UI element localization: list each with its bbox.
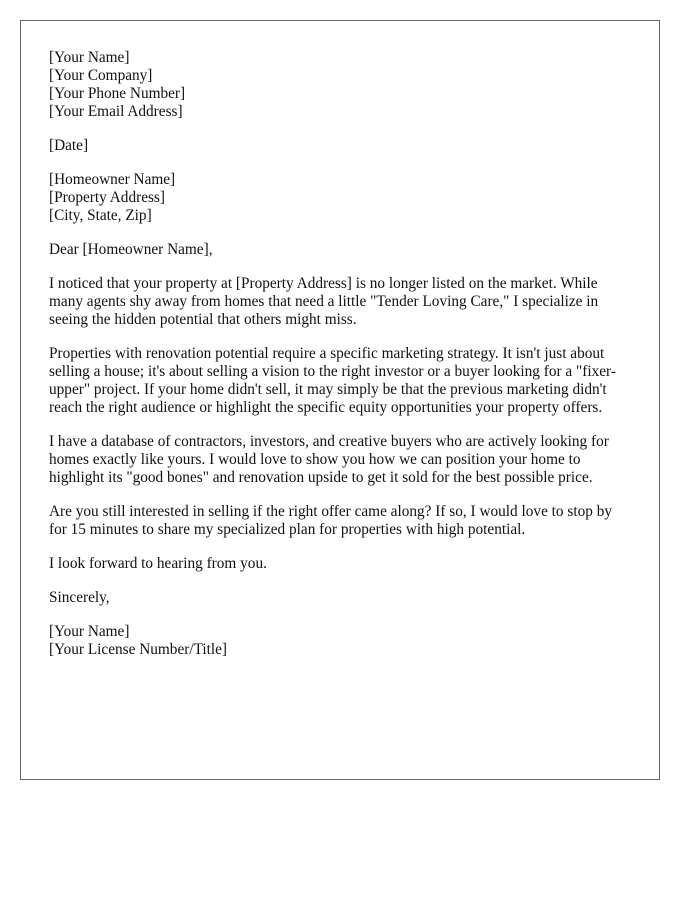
sender-block — [49, 49, 633, 121]
closing: Sincerely, — [49, 589, 110, 606]
signature-name: [Your Name] — [49, 623, 130, 640]
recipient-address: [Property Address] — [49, 189, 165, 206]
signature-block — [49, 623, 633, 659]
sender-email: [Your Email Address] — [49, 103, 183, 120]
body-paragraph-3: I have a database of contractors, investors, and creative buyers who are actively looking for homes exactly like yours. I would love to show you how we can position your home to highlight its "good bones" and renovation upside to get it sold for the best possible price. — [49, 433, 609, 486]
sender-name: [Your Name] — [49, 49, 130, 66]
body-paragraph-5: I look forward to hearing from you. — [49, 555, 267, 572]
salutation: Dear [Homeowner Name], — [49, 241, 213, 258]
body-paragraph-2: Properties with renovation potential require a specific marketing strategy. It isn't just about selling a house; it's about selling a vision to the right investor or a buyer looking for a "fixer-upper" project. If your home didn't sell, it may simply be that the previous marketing didn't reach the right audience or highlight the specific equity opportunities your property offers. — [49, 345, 616, 416]
body-paragraph-4: Are you still interested in selling if the right offer came along? If so, I would love to stop by for 15 minutes to share my specialized plan for properties with high potential. — [49, 503, 613, 538]
date-block — [49, 137, 633, 155]
recipient-name: [Homeowner Name] — [49, 171, 176, 188]
letter-content — [49, 49, 633, 675]
sender-phone: [Your Phone Number] — [49, 85, 186, 102]
sender-company: [Your Company] — [49, 67, 153, 84]
signature-license: [Your License Number/Title] — [49, 641, 228, 658]
recipient-block — [49, 171, 633, 225]
letter-date: [Date] — [49, 137, 89, 154]
recipient-city-state-zip: [City, State, Zip] — [49, 207, 152, 224]
letter-page — [20, 20, 660, 780]
body-paragraph-1: I noticed that your property at [Property Address] is no longer listed on the market. While many agents shy away from homes that need a little "Tender Loving Care," I specialize in seeing the hidden potential that others might miss. — [49, 275, 599, 328]
